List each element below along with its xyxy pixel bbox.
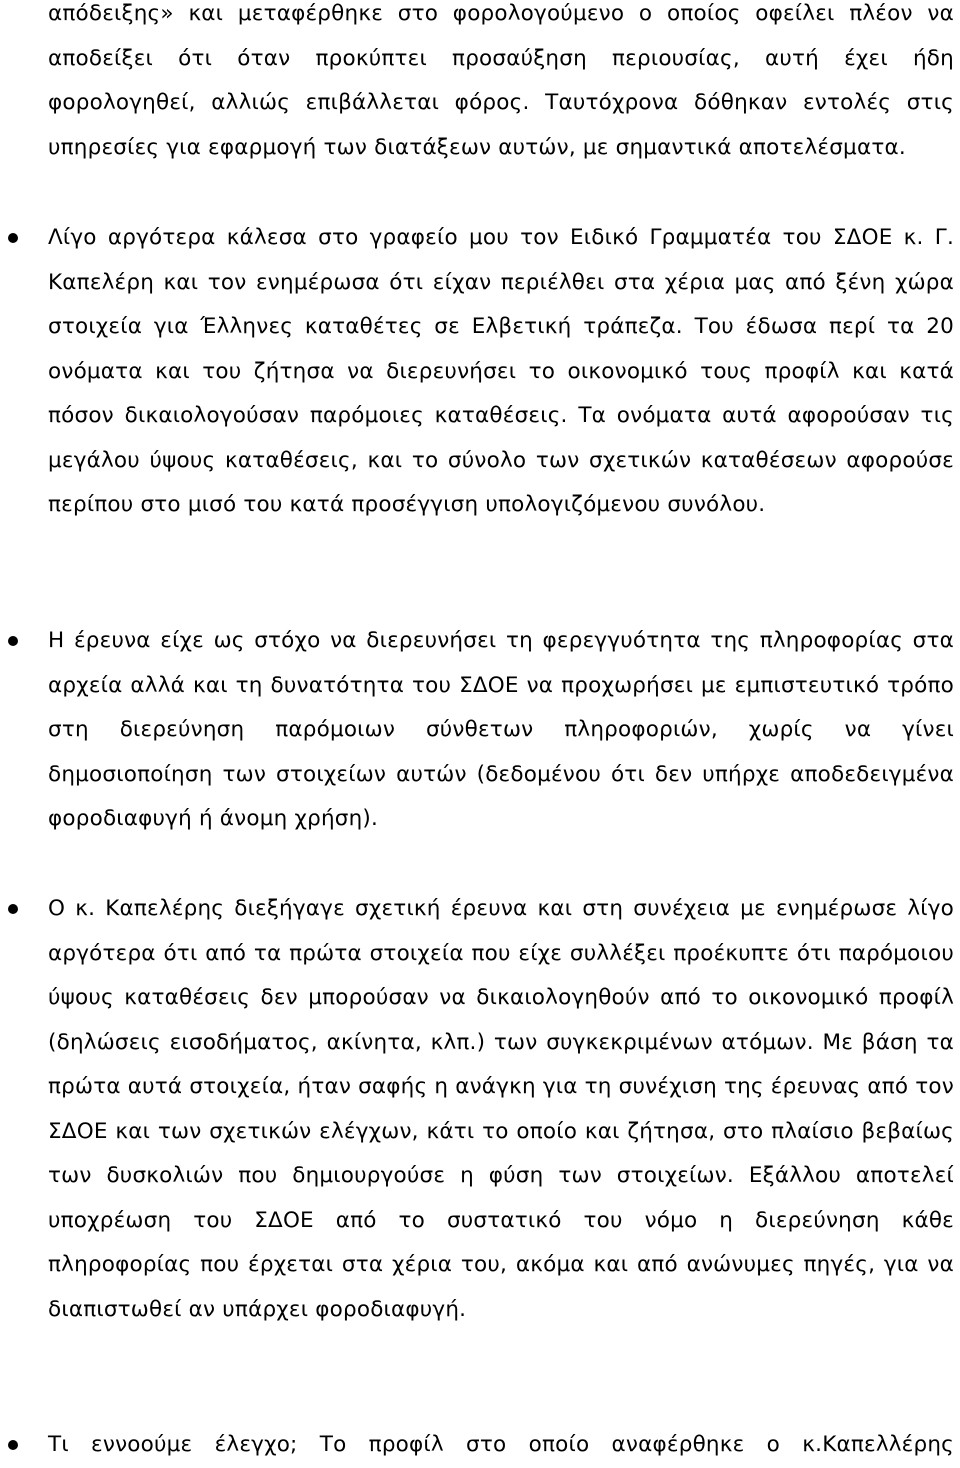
- list-item: [48, 1423, 954, 1468]
- list-item: [48, 216, 954, 528]
- list-item: [48, 887, 954, 1332]
- bullet-icon: [8, 636, 18, 646]
- intro-paragraph: απόδειξης» και μεταφέρθηκε στο φορολογούμενο ο οποίος οφείλει πλέον να αποδείξει ότι όταν προκύπτει προσαύξηση περιουσίας, αυτή έχει ήδη φορολογηθεί, αλλιώς επιβάλλεται φόρος. Ταυτόχρονα δόθηκαν εντολές στις υπηρεσίες για εφαρμογή των διατάξεων αυτών, με σημαντικά αποτελέσματα.: [48, 1, 954, 160]
- bullet-icon: [8, 904, 18, 914]
- bullet-icon: [8, 1440, 18, 1450]
- list-item-text: Τι εννοούμε έλεγχο; Το προφίλ στο οποίο αναφέρθηκε ο κ.Καπελλέρης: [48, 1432, 954, 1457]
- list-item-text: Ο κ. Καπελέρης διεξήγαγε σχετική έρευνα και στη συνέχεια με ενημέρωσε λίγο αργότερα ότι από τα πρώτα στοιχεία που είχε συλλέξει προέκυπτε ότι παρόμοιου ύψους καταθέσεις δεν μπορούσαν να δικαιολογηθούν από το οικονομικό προφίλ (δηλώσεις εισοδήματος, ακίνητα, κλπ.) των συγκεκριμένων ατόμων. Με βάση τα πρώτα αυτά στοιχεία, ήταν σαφής η ανάγκη για τη συνέχιση της έρευνας από τον ΣΔΟΕ και των σχετικών ελέγχων, κάτι το οποίο και ζήτησα, στο πλαίσιο βεβαίως των δυσκολιών που δημιουργούσε η φύση των στοιχείων. Εξάλλου αποτελεί υποχρέωση του ΣΔΟΕ από το συστατικό του νόμο η διερεύνηση κάθε πληροφορίας που έρχεται στα χέρια του, ακόμα και από ανώνυμες πηγές, για να διαπιστωθεί αν υπάρχει φοροδιαφυγή.: [48, 896, 954, 1322]
- list-item-text: Η έρευνα είχε ως στόχο να διερευνήσει τη φερεγγυότητα της πληροφορίας στα αρχεία αλλά και τη δυνατότητα του ΣΔΟΕ να προχωρήσει με εμπιστευτικό τρόπο στη διερεύνηση παρόμοιων σύνθετων πληροφοριών, χωρίς να γίνει δημοσιοποίηση των στοιχείων αυτών (δεδομένου ότι δεν υπήρχε αποδεδειγμένα φοροδιαφυγή ή άνομη χρήση).: [48, 628, 954, 831]
- list-item: [48, 619, 954, 842]
- bullet-icon: [8, 233, 18, 243]
- list-item-text: Λίγο αργότερα κάλεσα στο γραφείο μου τον Ειδικό Γραμματέα του ΣΔΟΕ κ. Γ. Καπελέρη και τον ενημέρωσα ότι είχαν περιέλθει στα χέρια μας από ξένη χώρα στοιχεία για Έλληνες καταθέτες σε Ελβετική τράπεζα. Του έδωσα περί τα 20 ονόματα και του ζήτησα να διερευνήσει το οικονομικό τους προφίλ και κατά πόσον δικαιολογούσαν παρόμοιες καταθέσεις. Τα ονόματα αυτά αφορούσαν τις μεγάλου ύψους καταθέσεις, και το σύνολο των σχετικών καταθέσεων αφορούσε περίπου στο μισό του κατά προσέγγιση υπολογιζόμενου συνόλου.: [48, 225, 954, 517]
